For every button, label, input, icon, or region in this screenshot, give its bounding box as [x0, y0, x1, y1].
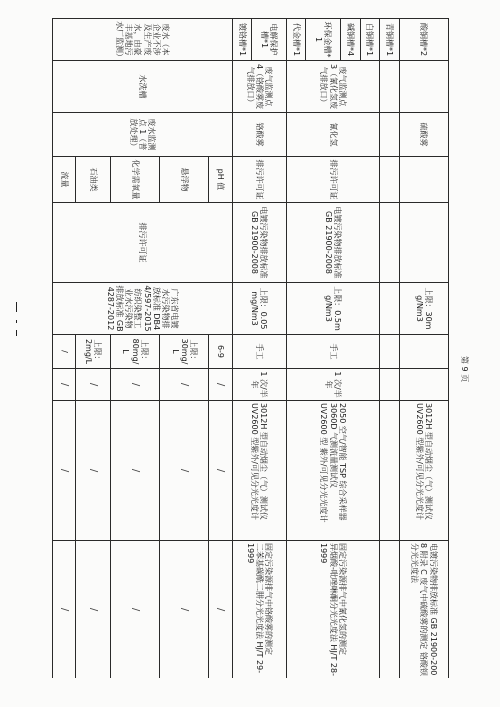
table-row [399, 19, 448, 679]
water-method-cell: / [110, 369, 159, 401]
water-monitor-point-cell: 废水监测点 1（普放处理） [53, 113, 233, 157]
empty-cell [380, 157, 400, 203]
water-pollutant-cell: 石油类 [76, 157, 110, 203]
water-limit-cell: 上限：80mg/L [110, 335, 159, 369]
water-equipment-cell: / [160, 541, 209, 679]
standard-cell [399, 203, 448, 283]
empty-cell [380, 61, 400, 113]
water-limit-cell: 6-9 [209, 335, 232, 369]
empty-cell [380, 401, 400, 541]
water-method-cell: / [76, 369, 110, 401]
water-pollutant-cell: pH 值 [209, 157, 232, 203]
permit-cell: 排污许可证 [232, 157, 286, 203]
limit-cell: 上限：0.05mg/Nm3 [232, 283, 286, 335]
water-frequency-cell: / [160, 401, 209, 541]
water-method-cell: / [209, 369, 232, 401]
water-source-cell: 水洗槽 [53, 61, 233, 113]
scan-artifact-mark [16, 330, 17, 336]
empty-cell [380, 203, 400, 283]
table-body [53, 19, 449, 679]
pollutant-cell: 铬酸雾 [232, 113, 286, 157]
water-limit-cell: 上限：2mg/L [76, 335, 110, 369]
pollutant-source-cell: 碱铜槽*4 [340, 19, 360, 61]
pollutant-source-cell: 电解保护槽*1 [252, 19, 286, 61]
pollutant-cell: 氰化氢 [286, 113, 379, 157]
empty-cell [380, 283, 400, 335]
method-cell: 手工 [232, 335, 286, 369]
water-group-cell: 废水（本企业不涉及生产废水，由豪丰基地污水厂监测） [53, 19, 233, 61]
frequency-cell: 1 次/半年 [286, 369, 379, 401]
limit-cell: 上限：0.5mg/Nm3 [286, 283, 379, 335]
rotated-table-region [52, 18, 449, 678]
pollutant-cell: 硫酸雾 [399, 113, 448, 157]
rotated-table-content [52, 18, 449, 678]
standard-cell: 电镀污染物排放标准 GB 21900-2008 [286, 203, 379, 283]
monitor-point-cell: 废气监测点 4（铬酸雾废气排放口） [232, 61, 286, 113]
monitor-point-cell [399, 61, 448, 113]
water-pollutant-cell: 悬浮物 [160, 157, 209, 203]
empty-cell [380, 369, 400, 401]
water-equipment-cell: / [110, 541, 159, 679]
table-row [380, 19, 400, 679]
empty-cell [380, 335, 400, 369]
frequency-cell [399, 369, 448, 401]
method-cell: 手工 [286, 335, 379, 369]
pollutant-source-cell: 环保金槽*1 [306, 19, 340, 61]
water-limit-cell: 上限：30mg/L [160, 335, 209, 369]
water-frequency-cell: / [110, 401, 159, 541]
pollutant-source-cell: 镀铬槽*1 [232, 19, 252, 61]
water-method-cell: / [53, 369, 77, 401]
water-equipment-cell: / [53, 541, 77, 679]
water-method-cell: / [160, 369, 209, 401]
analysis-method-cell: 固定污染源排气中氰化氢的测定 异烟酸-吡唑啉酮分光光度法 HJ/T 28-1999 [286, 541, 379, 679]
monitoring-table [52, 18, 449, 678]
water-frequency-cell: / [209, 401, 232, 541]
water-limit-cell: / [53, 335, 77, 369]
water-pollutant-cell: 流量 [53, 157, 77, 203]
water-equipment-cell: / [76, 541, 110, 679]
equipment-cell: 3012H 型自动烟尘（气）测试仪 UV2600 型紫外/可见分光光度计 [232, 401, 286, 541]
water-frequency-cell: / [76, 401, 110, 541]
table-row [209, 19, 232, 679]
analysis-method-cell: 电镀污染物排放标准 GB 21900-2008 附录 C 废气中硫酸雾的测定 铬酸钡分光光度法 [399, 541, 448, 679]
permit-cell [399, 157, 448, 203]
pollutant-source-cell: 代金槽*1 [286, 19, 306, 61]
equipment-cell: 3012H 型自动烟尘（气）测试仪 UV2600 型紫外/可见分光光度计 [399, 401, 448, 541]
water-standard-cell: 广东省电镀水污染物排放标准 DB44/597-2015 纺织染整工业水污染物排放标准 GB 4287-2012 [53, 283, 233, 335]
water-equipment-cell: / [209, 541, 232, 679]
monitor-point-cell: 废气监测点 3（氰化氢废气排放口） [286, 61, 379, 113]
water-permit-cell: 排污许可证 [53, 203, 233, 283]
water-pollutant-cell: 化学需氧量 [110, 157, 159, 203]
empty-cell [380, 541, 400, 679]
analysis-method-cell: 固定污染源排气中铬酸雾的测定 二苯基碳酰二肼分光光度法 HJ/T 29-1999 [232, 541, 286, 679]
frequency-cell: 1 次/半年 [232, 369, 286, 401]
table-row [360, 19, 380, 679]
water-frequency-cell: / [53, 401, 77, 541]
equipment-cell: 2050 空气/智能 TSP 综合采样器 3060D 气测流量测试仪 UV2600 型 紫外/可见分光光度计 [286, 401, 379, 541]
pollutant-source-cell: 青铜槽*1 [380, 19, 400, 61]
scan-artifact-mark [16, 320, 17, 323]
page-number: 第 9 页 [460, 356, 469, 383]
empty-cell [380, 113, 400, 157]
scan-artifact-mark [16, 302, 17, 312]
limit-cell: 上限：30mg/Nm3 [399, 283, 448, 335]
pollutant-source-cell: 酸铜槽*2 [399, 19, 448, 61]
table-row [252, 19, 286, 679]
pollutant-source-cell: 白铜槽*1 [360, 19, 380, 61]
permit-cell: 排污许可证 [286, 157, 379, 203]
standard-cell: 电镀污染物排放标准 GB 21900-2008 [232, 203, 286, 283]
method-cell [399, 335, 448, 369]
